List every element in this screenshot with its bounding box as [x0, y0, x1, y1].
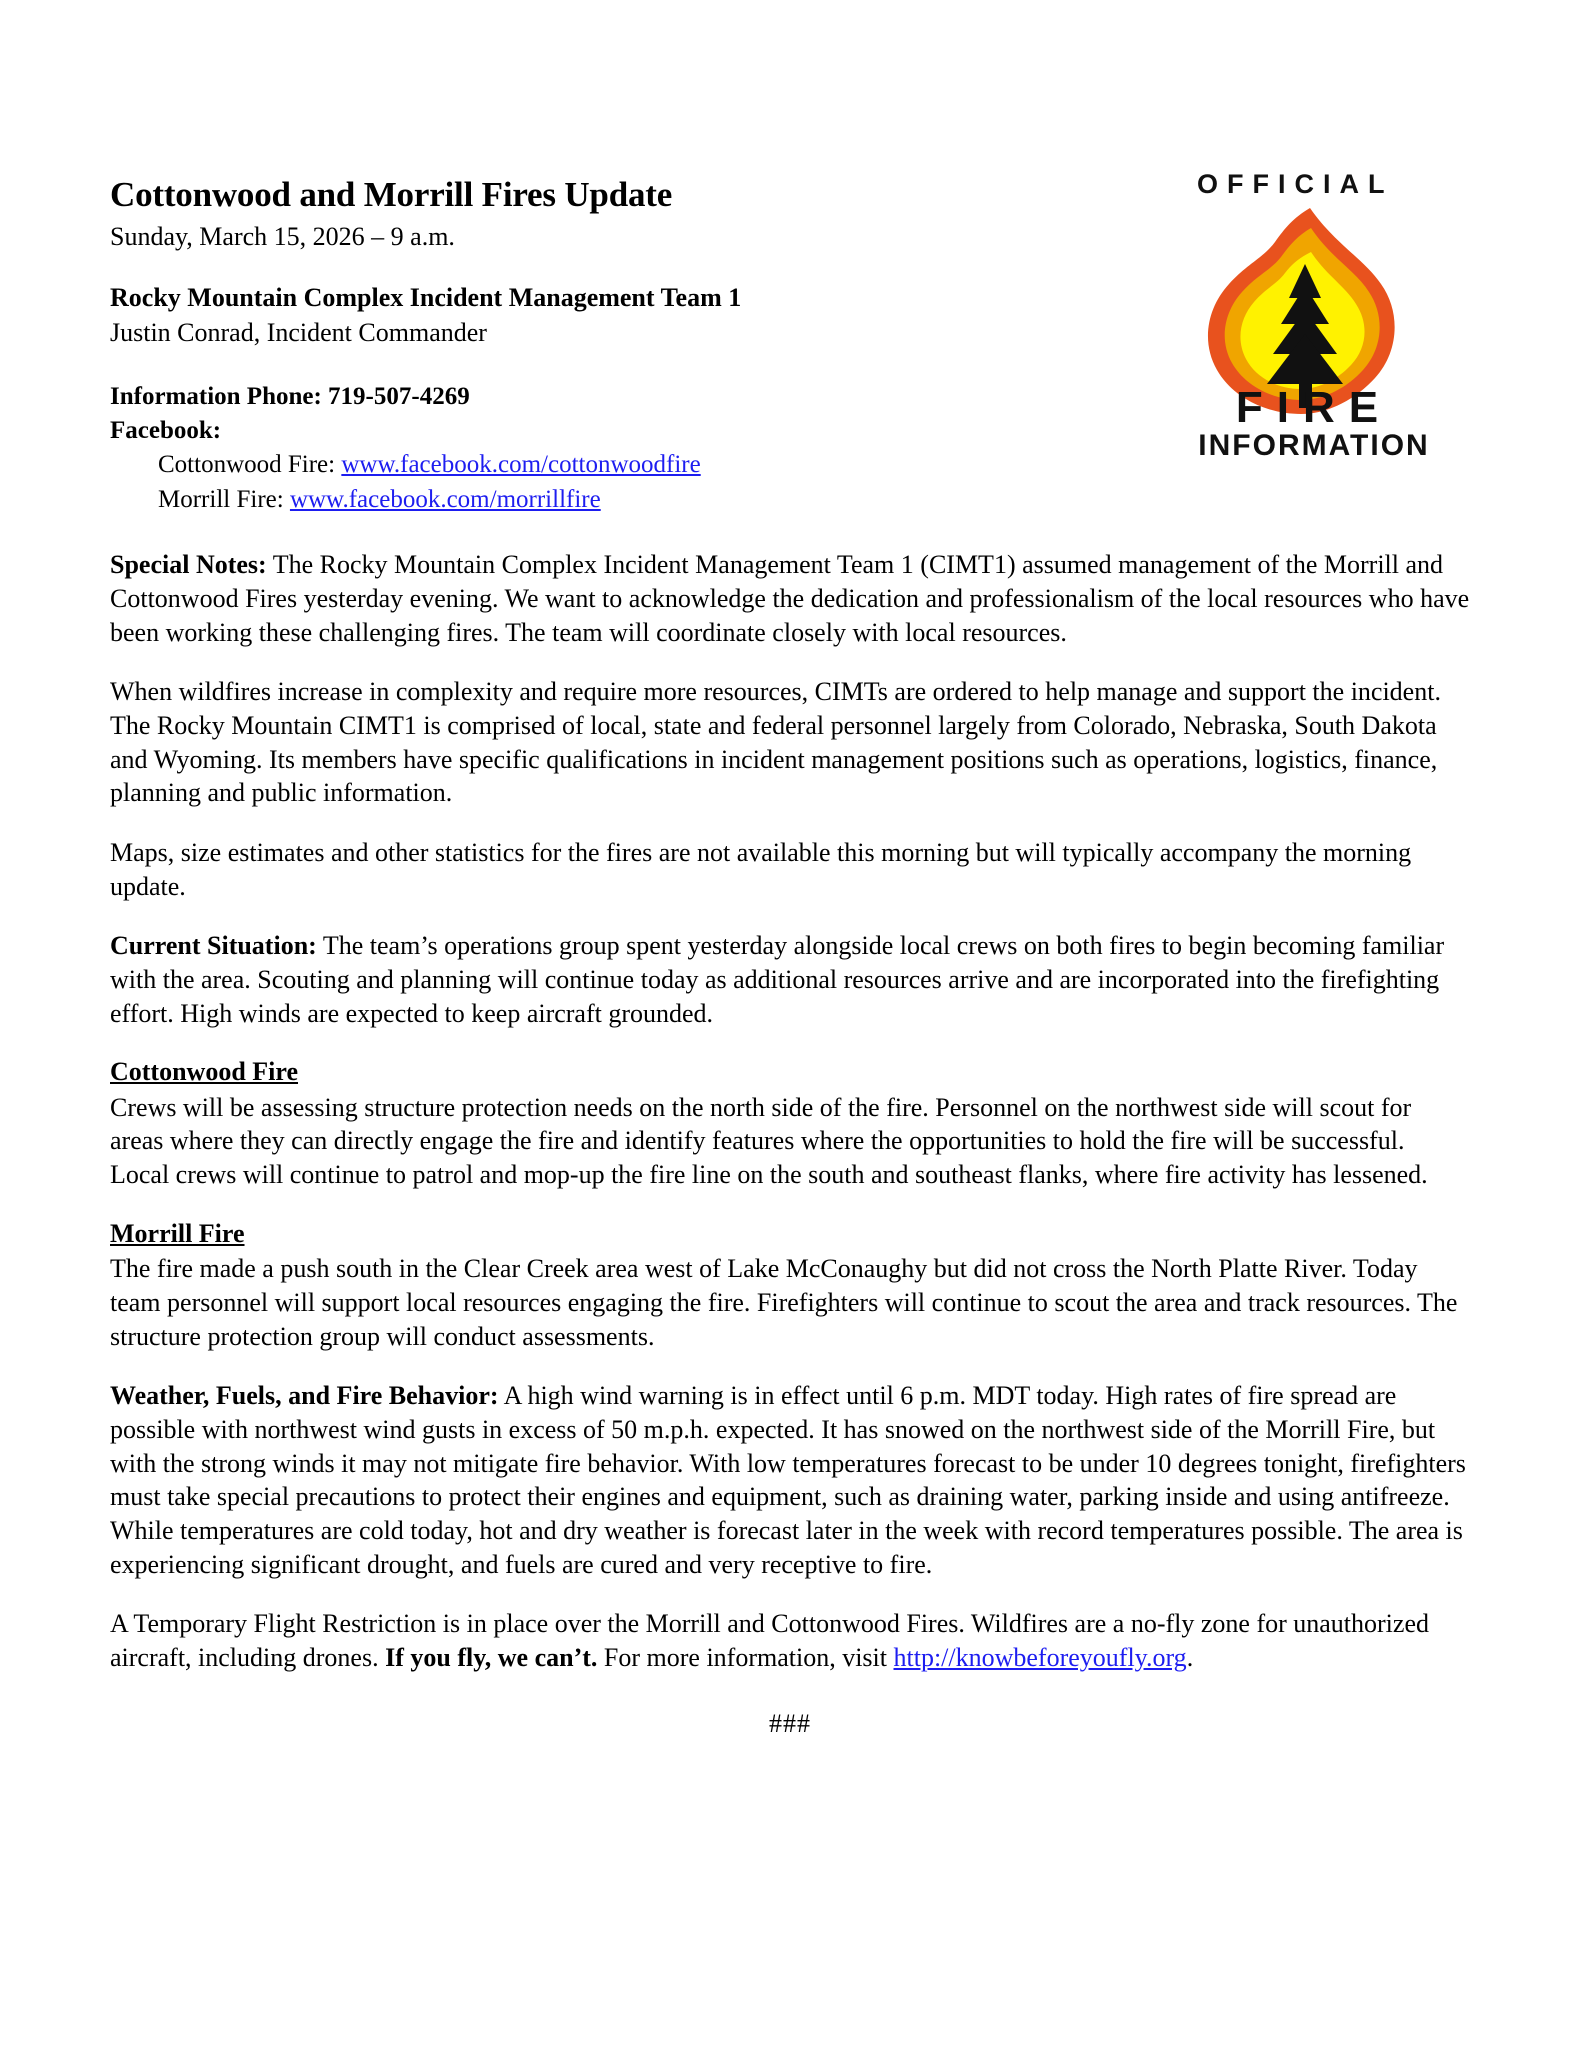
tfr-paragraph [110, 1607, 1470, 1674]
facebook-cottonwood-link[interactable]: www.facebook.com/cottonwoodfire [341, 451, 701, 479]
document-header [110, 169, 1470, 518]
facebook-line-cottonwood [110, 449, 1010, 482]
facebook-label: Facebook: [110, 417, 222, 445]
morrill-fire-text: The fire made a push south in the Clear Creek area west of Lake McConaughy but did not cross the North Platte River. Today team personnel will support local resources engaging the fire. Firefighters will continue to scout the area and track resources. The structure protection group will conduct assessments. [110, 1254, 1458, 1351]
document-date: Sunday, March 15, 2026 – 9 a.m. [110, 222, 455, 252]
facebook-cottonwood-prefix: Cottonwood Fire: [158, 451, 342, 479]
morrill-fire-section [110, 1218, 1470, 1353]
special-notes-text: The Rocky Mountain Complex Incident Management Team 1 (CIMT1) assumed management of the Morrill and Cottonwood Fires yesterday evening. We want to acknowledge the dedication and professionalism of the local resources who have been working these challenging fires. The team will coordinate closely with local resources. [110, 550, 1470, 647]
tfr-bold-phrase: If you fly, we can’t. [385, 1642, 598, 1672]
knowbeforeyoufly-link[interactable]: http://knowbeforeyoufly.org [893, 1642, 1187, 1672]
weather-label: Weather, Fuels, and Fire Behavior: [110, 1381, 499, 1411]
facebook-line-morrill [110, 484, 1010, 517]
maps-paragraph: Maps, size estimates and other statistics for the fires are not available this morning but will typically accompany the morning update. [110, 838, 1412, 901]
current-situation-label: Current Situation: [110, 931, 317, 961]
weather-text: A high wind warning is in effect until 6 p.m. MDT today. High rates of fire spread are possible with northwest wind gusts in excess of 50 m.p.h. expected. It has snowed on the northwest side of the Morrill Fire, but with the strong winds it may not mitigate fire behavior. With low temperatures forecast to be under 10 degrees tonight, firefighters must take special precautions to protect their engines and equipment, such as draining water, parking inside and using antifreeze. While temperatures are cold today, hot and dry weather is forecast later in the week with record temperatures possible. The area is experiencing significant drought, and fuels are cured and very receptive to fire. [110, 1381, 1466, 1579]
weather-paragraph [110, 1379, 1470, 1581]
tfr-text-part3: . [1186, 1642, 1194, 1672]
special-notes-paragraph [110, 548, 1470, 649]
cottonwood-fire-text: Crews will be assessing structure protection needs on the north side of the fire. Personnel on the northwest side will scout for areas where they can directly engage the fire and identify features where the opportunities to hold the fire will be successful. Local crews will continue to patrol and mop-up the fire line on the south and southeast flanks, where fire activity has lessened. [110, 1092, 1428, 1190]
header-text-block [110, 175, 1010, 518]
cottonwood-fire-heading: Cottonwood Fire [110, 1057, 299, 1087]
complexity-paragraph: When wildfires increase in complexity and require more resources, CIMTs are ordered to help manage and support the incident. The Rocky Mountain CIMT1 is comprised of local, state and federal personnel largely from Colorado, Nebraska, South Dakota and Wyoming. Its members have specific qualifications in incident management positions such as operations, logistics, finance, planning and public information. [110, 677, 1441, 808]
tfr-text-part1: A Temporary Flight Restriction is in place over the Morrill and Cottonwood Fires. Wildfires are a no-fly zone for unauthorized aircraft, including drones. [110, 1609, 1429, 1672]
special-notes-label: Special Notes: [110, 550, 267, 580]
team-name: Rocky Mountain Complex Incident Management Team 1 [110, 283, 742, 313]
logo-fire-text: FIRE [1235, 383, 1393, 432]
current-situation-text: The team’s operations group spent yesterday alongside local crews on both fires to begin becoming familiar with the area. Scouting and planning will continue today as additional resources arrive and are incorporated into the firefighting effort. High winds are expected to keep aircraft grounded. [110, 931, 1445, 1028]
tfr-text-part2: For more information, visit [597, 1642, 894, 1672]
end-of-document-mark: ### [769, 1708, 811, 1738]
logo-official-text: OFFICIAL [1197, 169, 1394, 199]
facebook-morrill-link[interactable]: www.facebook.com/morrillfire [289, 485, 601, 513]
information-phone: Information Phone: 719-507-4269 [110, 383, 470, 411]
document-content [110, 169, 1470, 1739]
logo-information-text: INFORMATION [1198, 429, 1430, 462]
current-situation-paragraph [110, 929, 1470, 1030]
official-fire-information-logo [1175, 161, 1450, 491]
facebook-morrill-prefix: Morrill Fire: [158, 485, 290, 513]
cottonwood-fire-section [110, 1056, 1470, 1191]
document-body [110, 548, 1470, 1738]
morrill-fire-heading: Morrill Fire [110, 1218, 245, 1248]
incident-commander: Justin Conrad, Incident Commander [110, 317, 487, 347]
page-title: Cottonwood and Morrill Fires Update [110, 175, 673, 214]
